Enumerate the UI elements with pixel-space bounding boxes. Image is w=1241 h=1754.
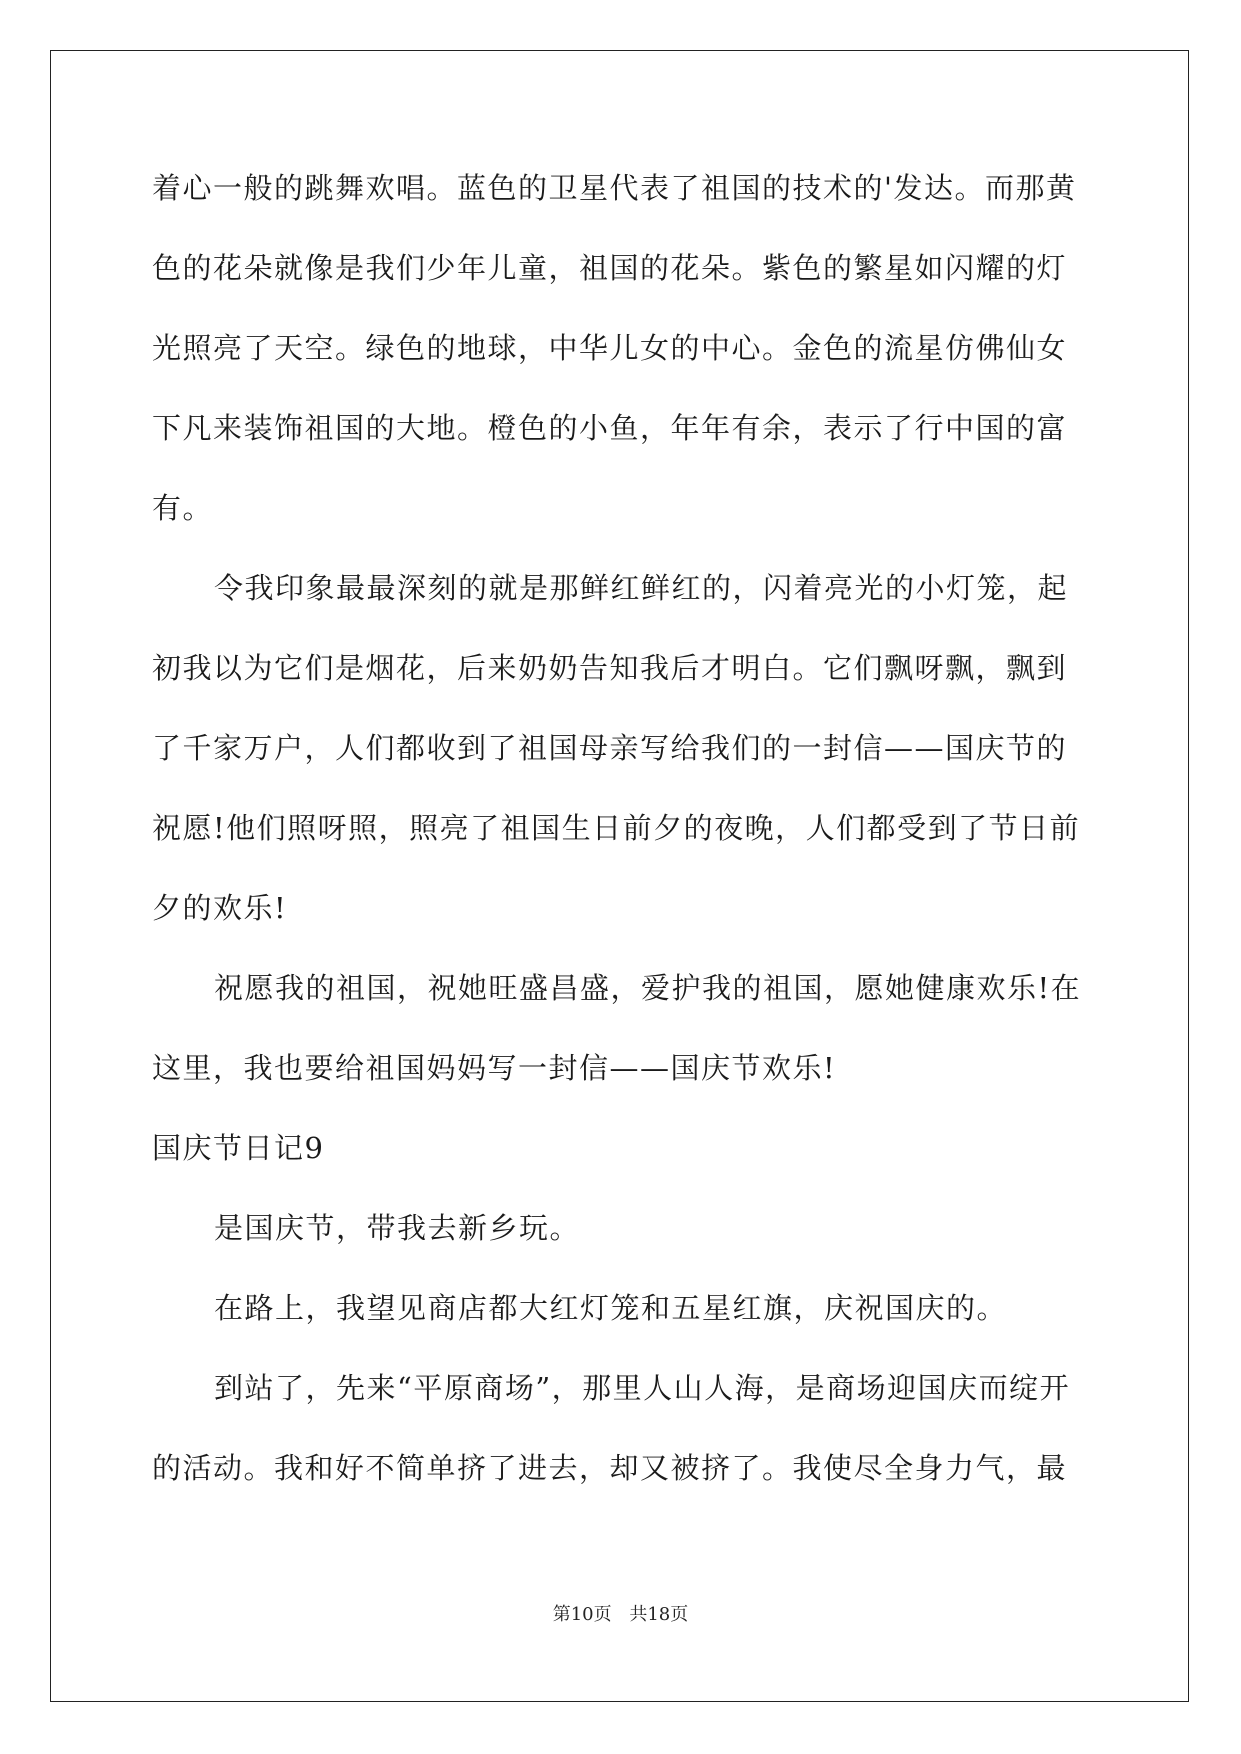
text-line: 初我以为它们是烟花，后来奶奶告知我后才明白。它们飘呀飘，飘到 xyxy=(152,651,1068,685)
text-line: 色的花朵就像是我们少年儿童，祖国的花朵。紫色的繁星如闪耀的灯 xyxy=(152,251,1068,285)
text-line: 祝愿我的祖国，祝她旺盛昌盛，爱护我的祖国，愿她健康欢乐!在 xyxy=(214,971,1082,1005)
text-line: 有。 xyxy=(152,491,214,525)
text-line: 下凡来装饰祖国的大地。橙色的小鱼，年年有余，表示了行中国的富 xyxy=(152,411,1068,445)
text-line: 的活动。我和好不简单挤了进去，却又被挤了。我使尽全身力气，最 xyxy=(152,1451,1068,1485)
text-line: 了千家万户，人们都收到了祖国母亲写给我们的一封信——国庆节的 xyxy=(152,731,1068,765)
text-line: 令我印象最最深刻的就是那鲜红鲜红的，闪着亮光的小灯笼，起 xyxy=(214,571,1069,605)
text-line: 这里，我也要给祖国妈妈写一封信——国庆节欢乐! xyxy=(152,1051,837,1085)
page-number: 第10页 xyxy=(552,1604,612,1625)
text-line: 在路上，我望见商店都大红灯笼和五星红旗，庆祝国庆的。 xyxy=(214,1291,1008,1325)
text-line: 是国庆节，带我去新乡玩。 xyxy=(214,1211,581,1245)
text-line: 到站了，先来“平原商场”，那里人山人海，是商场迎国庆而绽开 xyxy=(214,1371,1071,1405)
text-line: 着心一般的跳舞欢唱。蓝色的卫星代表了祖国的技术的'发达。而那黄 xyxy=(152,171,1077,205)
text-line: 祝愿!他们照呀照，照亮了祖国生日前夕的夜晚，人们都受到了节日前 xyxy=(152,811,1081,845)
section-heading: 国庆节日记9 xyxy=(152,1131,325,1165)
text-line: 光照亮了天空。绿色的地球，中华儿女的中心。金色的流星仿佛仙女 xyxy=(152,331,1068,365)
page-footer xyxy=(0,1600,1241,1626)
text-line: 夕的欢乐! xyxy=(152,891,288,925)
document-body xyxy=(152,158,1087,1518)
page-total: 共18页 xyxy=(629,1604,689,1625)
